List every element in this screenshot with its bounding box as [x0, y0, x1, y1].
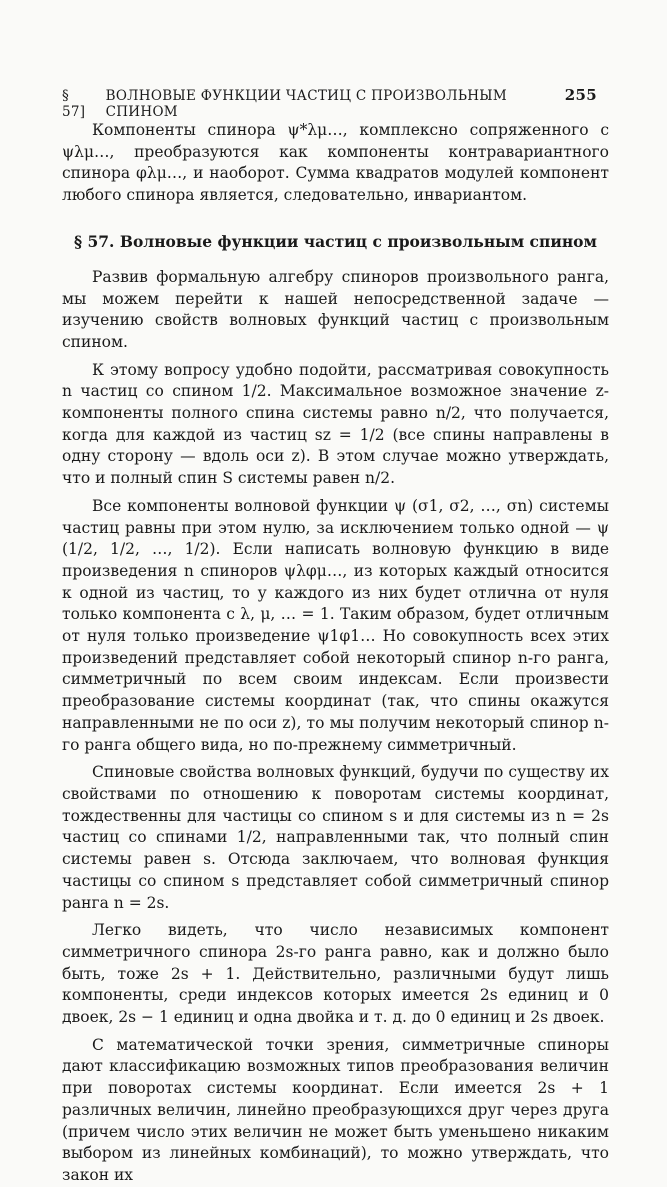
intro-paragraph: Компоненты спинора ψ*λμ…, комплексно сопряженного с ψλμ…, преобразуются как компоненты контравариантного спинора φλμ…, и наоборот. Сумма квадратов модулей компонент любого спинора является, следовательно, инвариантом. — [62, 121, 609, 205]
paragraph-6: С математической точки зрения, симметричные спиноры дают классификацию возможных типов преобразования величин при поворотах системы координат. Если имеется 2s + 1 различных величин, линейно преобразующихся друг через друга (причем число этих величин не может быть уменьшено никаким выбором из линейных комбинаций), то можно утверждать, что закон их — [62, 1035, 609, 1184]
paragraph-2: К этому вопросу удобно подойти, рассматривая совокупность n частиц со спином 1/2. Максимальное возможное значение z-компоненты полного спина системы равно n/2, что получается, когда для каждой из частиц sz = 1/2 (все спины направлены в одну сторону — вдоль оси z). В этом случае можно утверждать, что и полный спин S системы равен n/2. — [62, 360, 609, 488]
paragraph-3: Все компоненты волновой функции ψ (σ1, σ2, …, σn) системы частиц равны при этом нулю, за исключением только одной — ψ (1/2, 1/2, …, 1/2). Если написать волновую функцию в виде произведения n спиноров ψλφμ…, из которых каждый относится к одной из частиц, то у каждого из них будет отлична от нуля только компонента с λ, μ, … = 1. Таким образом, будет отличным от нуля только произведение ψ1φ1… Но совокупность всех этих произведений представляет собой некоторый спинор n-го ранга, симметричный по всем своим индексам. Если произвести преобразование системы координат (так, что спины окажутся направленными не по оси z), то мы получим некоторый спинор n-го ранга общего вида, но по-прежнему симметричный. — [62, 496, 609, 754]
section-title: § 57. Волновые функции частиц с произвольным спином — [73, 231, 597, 251]
paragraph-4: Спиновые свойства волновых функций, будучи по существу их свойствами по отношению к поворотам системы координат, тождественны для частицы со спином s и для системы из n = 2s частиц со спинами 1/2, направленными так, что полный спин системы равен s. Отсюда заключаем, что волновая функция частицы со спином s представляет собой симметричный спинор ранга n = 2s. — [62, 763, 609, 912]
header-section-ref: § 57] — [62, 88, 86, 120]
header-left — [62, 88, 565, 120]
paragraph-5: Легко видеть, что число независимых компонент симметричного спинора 2s-го ранга равно, как и должно было быть, тоже 2s + 1. Действительно, различными будут лишь компоненты, среди индексов которых имеется 2s единиц и 0 двоек, 2s − 1 единиц и одна двойка и т. д. до 0 единиц и 2s двоек. — [62, 921, 609, 1027]
running-header — [62, 86, 597, 120]
page-number: 255 — [564, 86, 597, 104]
page-body — [62, 120, 609, 1187]
header-running-title: ВОЛНОВЫЕ ФУНКЦИИ ЧАСТИЦ С ПРОИЗВОЛЬНЫМ СПИНОМ — [105, 88, 508, 120]
paragraph-1: Развив формальную алгебру спиноров произвольного ранга, мы можем перейти к нашей непосредственной задаче — изучению свойств волновых функций частиц с произвольным спином. — [62, 267, 609, 351]
